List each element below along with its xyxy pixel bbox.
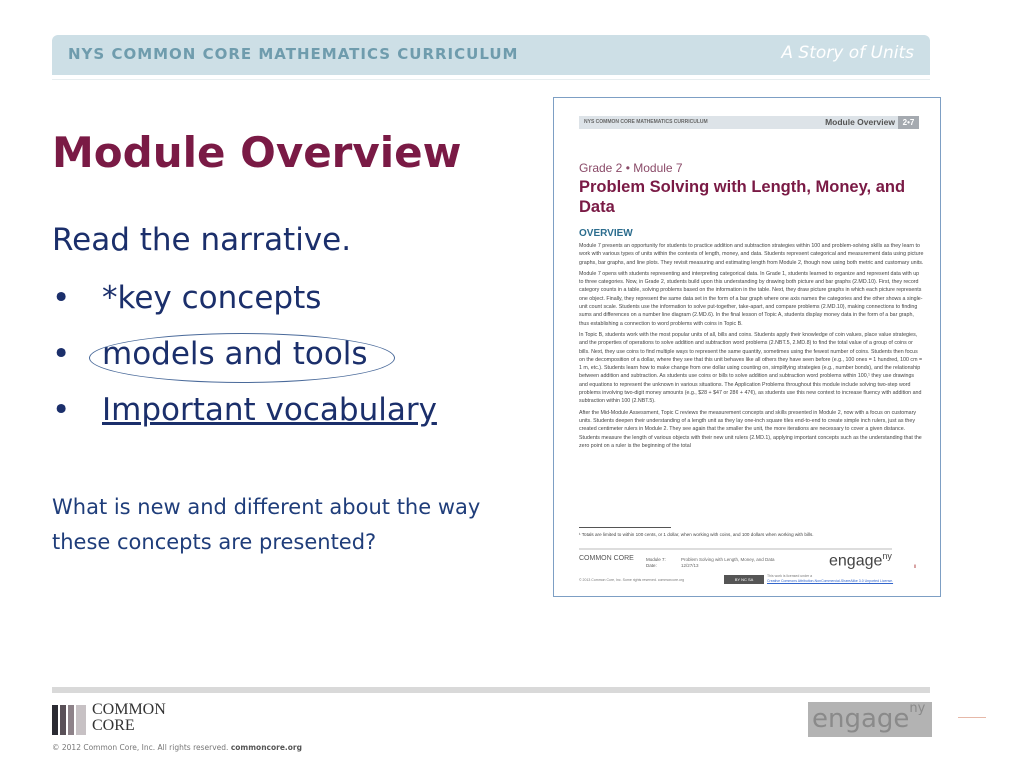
doc-footer-rule	[579, 548, 892, 550]
engage-text: engage	[829, 552, 883, 570]
series-name: A Story of Units	[781, 43, 914, 63]
doc-page-number: ii	[914, 564, 917, 570]
doc-paragraph: After the Mid-Module Assessment, Topic C reviews the measurement concepts and skills presented in Module 2, now with a focus on customary units. Students deepen their understanding of a length unit as they lay one-inch square tiles end-to-end to create simple inch rulers, just as they created centimeter rulers in Module 2. They see again that the smaller the unit, the more iterations are necessary to cover a given distance. Students measure the length of various objects with their new unit rulers (2.MD.1), applying important concepts such as the understanding that the zero point on a ruler is the beginning of the total	[579, 409, 922, 449]
doc-paragraph: Module 7 opens with students representing and interpreting categorical data. In Grade 1, students learned to organize and represent data with up to three categories. Now, in Grade 2, students build upon this understanding by drawing both picture and bar graphs (2.MD.10). First, they record category counts in a table, solving problems based on the information in the table. Next, they draw picture graphs in which each picture represents one object. Finally, they represent the same data set in the form of a bar graph where one axis names the categories and the other shows a single-unit count scale. Students use the information to solve put-together, take-apart, and compare problems (2.MD.10), making connections to finding sums and differences on a number line diagram (2.MD.6). In the final lesson of Topic A, students display money data in the form of a bar graph, thus establishing a connection to word problems with coins in Topic B.	[579, 270, 923, 327]
engageny-logo	[808, 702, 932, 737]
module-overview-document-image	[553, 97, 941, 597]
doc-header-left: NYS COMMON CORE MATHEMATICS CURRICULUM	[584, 119, 708, 125]
slide-number-line	[958, 717, 986, 718]
doc-engageny-logo	[829, 551, 892, 570]
doc-header-right: Module Overview	[825, 117, 895, 127]
header-divider	[52, 79, 930, 80]
doc-paragraph: Module 7 presents an opportunity for students to practice addition and subtraction strategies within 100 and problem-solving skills as they learn to work with various types of units within the contexts of length, money, and data. Students represent categorical and measurement data using picture graphs, bar graphs, and line plots. They revisit measuring and estimating length from Module 2, though now using both metric and customary units.	[579, 243, 924, 266]
doc-module-info	[681, 557, 774, 569]
highlight-ellipse	[89, 333, 395, 383]
logo-line: COMMON	[92, 701, 166, 718]
module-date: 12/27/13	[681, 563, 699, 568]
site-link[interactable]: commoncore.org	[230, 743, 303, 752]
doc-title: Problem Solving with Length, Money, and Data	[579, 178, 906, 216]
bullet-text: *key concepts	[102, 280, 322, 316]
discussion-question: What is new and different about the way these concepts are presented?	[52, 495, 481, 554]
footnote-rule	[579, 527, 671, 528]
footer-copyright	[52, 743, 302, 752]
doc-paragraph: In Topic B, students work with the most popular units of all, bills and coins. Students apply their knowledge of coin values, place value strategies, and the properties of operations to solve addition and subtraction word problems (2.NBT.5, 2.MD.8) to find the total value of a group of coins or bills. Next, they use coins to find multiple ways to represent the same quantity, sometimes using the fewest number of coins. Students then focus on the decomposition of a dollar, where they see that this unit behaves like all others they have seen before (e.g., 100 ones = 1 hundred, 100 cm = 1 m, etc.). Students learn how to make change from one dollar using counting on, simplifying strategies (e.g., number bonds), and the relationship between addition and subtraction. As students use coins or bills to solve addition and subtraction word problems within 100,¹ they use drawings and equations to represent the unknown in various situations. The Application Problems throughout this module include solving two-step word problems involving two-digit money amounts (e.g., $28 + $47 or 28¢ + 47¢), as students use this new context to increase fluency with addition and subtraction within 100 (2.NBT.5).	[579, 331, 923, 405]
doc-footnote: ¹ Totals are limited to within 100 cents, or 1 dollar, when working with coins, and 100 dollars when working with bills.	[579, 532, 814, 537]
engage-text: engage	[812, 704, 910, 734]
license-intro: This work is licensed under a	[767, 574, 813, 578]
bullet-dot: •	[52, 336, 71, 372]
bullet-dot: •	[52, 280, 71, 316]
bullet-dot: •	[52, 392, 71, 428]
curriculum-name: NYS COMMON CORE MATHEMATICS CURRICULUM	[68, 45, 519, 63]
doc-header	[579, 116, 919, 129]
doc-copyright: © 2013 Common Core, Inc. Some rights reserved. commoncore.org	[579, 578, 685, 582]
footer-divider	[52, 687, 930, 693]
logo-line: CORE	[92, 717, 135, 734]
date-label: Date:	[646, 563, 657, 568]
ny-text: ny	[882, 551, 892, 561]
ny-text: ny	[909, 701, 926, 716]
doc-grade: Grade 2 • Module 7	[579, 161, 683, 175]
doc-common-core-logo: COMMON CORE	[579, 555, 634, 562]
module-title: Problem Solving with Length, Money, and Data	[681, 557, 775, 562]
curriculum-header-bar	[52, 35, 930, 75]
doc-section-heading: OVERVIEW	[579, 228, 633, 239]
slide-title: Module Overview	[52, 128, 462, 177]
doc-module-labels	[646, 557, 666, 569]
vocabulary-link[interactable]: Important vocabulary	[102, 392, 437, 428]
copyright-text: © 2012 Common Core, Inc. All rights reserved.	[52, 743, 229, 752]
doc-body	[579, 242, 924, 453]
license-link[interactable]: Creative Commons Attribution-NonCommercial-ShareAlike 3.0 Unported License.	[767, 579, 894, 583]
bullet-text: models and tools	[102, 336, 368, 372]
cc-license-badge: BY NC SA	[724, 575, 764, 584]
doc-license	[767, 574, 893, 584]
doc-badge: 2•7	[898, 116, 919, 129]
logo-text	[92, 702, 166, 734]
intro-text: Read the narrative.	[52, 222, 352, 258]
module-label: Module 7:	[646, 557, 666, 562]
